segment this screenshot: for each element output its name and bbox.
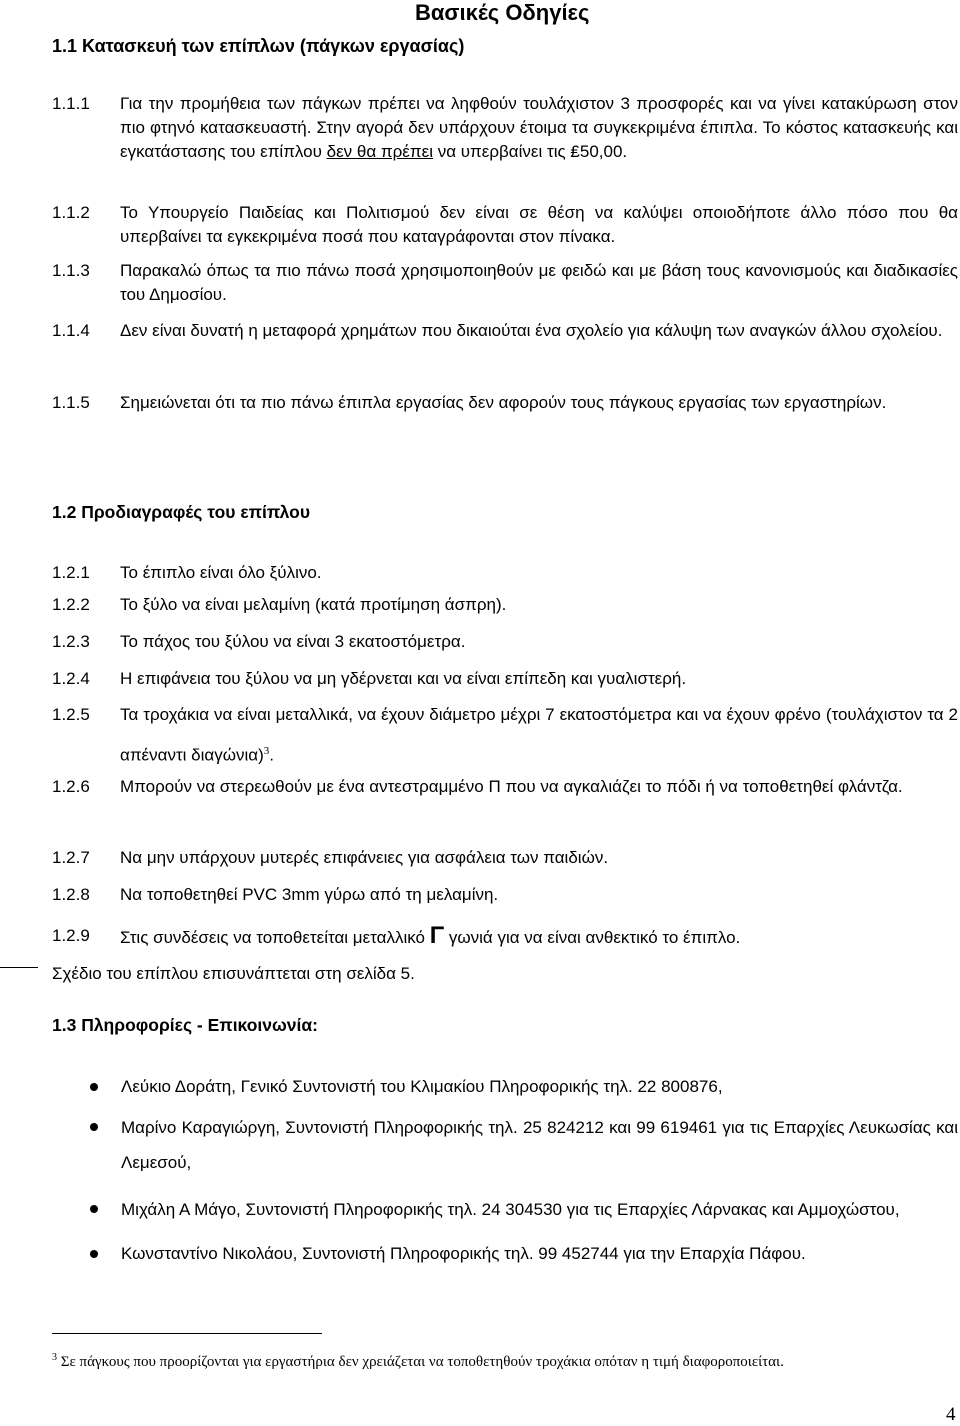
drawing-note: Σχέδιο του επίπλου επισυνάπτεται στη σελίδα 5. [52,964,415,983]
item-text: Στις συνδέσεις να τοποθετείται μεταλλικό Γ γωνιά για να είναι ανθεκτικό το έπιπλο. [120,922,741,949]
footnote-mark: 3 [52,1352,57,1363]
item-number: 1.1.2 [52,203,90,222]
section-1-3-title: 1.3 Πληροφορίες - Επικοινωνία: [52,1015,318,1035]
list-item-1-2-3 [52,630,958,654]
item-number: 1.2.7 [52,848,90,867]
horizontal-rule [0,967,38,968]
item-number: 1.1.5 [52,393,90,412]
item-text: Τα τροχάκια να είναι μεταλλικά, να έχουν διάμετρο μέχρι 7 εκατοστόμετρα και να έχουν φρένο (τουλάχιστον τα 2 απέναντι διαγώνια)$^3$. [120,705,958,765]
list-item-1-1-4 [52,313,958,349]
item-text: Για την προμήθεια των πάγκων πρέπει να ληφθούν τουλάχιστον 3 προσφορές και να γίνει κατακύρωση στον πιο φτηνό κατασκευαστή. Στην αγορά δεν υπάρχουν έτοιμα τα συγκεκριμένα έπιπλα. Το κόστος κατασκευής και εγκατάστασης του επίπλου δεν θα πρέπει να υπερβαίνει τις ₤50,00. [120,94,958,161]
list-item-1-2-1 [52,561,958,585]
bullet-icon [90,1123,98,1131]
list-item-1-2-6 [52,769,958,805]
list-item-1-2-8 [52,883,958,907]
footnote: $^3$ Σε πάγκους που προορίζονται για εργαστήρια δεν χρειάζεται να τοποθετηθούν τροχάκια οπόταν η τιμή διαφοροποιείται. [52,1352,784,1370]
item-text: Να μην υπάρχουν μυτερές επιφάνειες για ασφάλεια των παιδιών. [120,848,609,867]
item-number: 1.2.4 [52,669,90,688]
list-item-1-2-7 [52,846,958,870]
contacts-list [90,1072,958,1269]
document-title: Βασικές Οδηγίες [415,0,590,25]
item-text: Να τοποθετηθεί PVC 3mm γύρω από τη μελαμίνη. [120,885,499,904]
bullet-icon [90,1250,98,1258]
item-text: Παρακαλώ όπως τα πιο πάνω ποσά χρησιμοποιηθούν με φειδώ και με βάση τους κανονισμούς και διαδικασίες του Δημοσίου. [120,261,958,304]
contact-item: Μιχάλη Α Μάγο, Συντονιστή Πληροφορικής τηλ. 24 304530 για τις Επαρχίες Λάρνακας και Αμμοχώστου, [90,1192,958,1227]
list-item-1-1-3 [52,259,958,307]
item-number: 1.2.5 [52,705,90,724]
item-text: Μπορούν να στερεωθούν με ένα αντεστραμμένο Π που να αγκαλιάζει το πόδι ή να τοποθετηθεί φλάντζα. [120,777,903,796]
page-number: 4 [946,1404,956,1425]
contact-item: Μαρίνο Καραγιώργη, Συντονιστή Πληροφορικής τηλ. 25 824212 και 99 619461 για τις Επαρχίες Λευκωσίας και Λεμεσού, [90,1110,958,1180]
item-text: Το Υπουργείο Παιδείας και Πολιτισμού δεν είναι σε θέση να καλύψει οποιοδήποτε άλλο πόσο που θα υπερβαίνει τα εγκεκριμένα ποσά που καταγράφονται στον πίνακα. [120,203,958,246]
list-item-1-1-5 [52,385,958,421]
section-1-2-title: 1.2 Προδιαγραφές του επίπλου [52,502,311,522]
section-1-1-title: 1.1 Κατασκευή των επίπλων (πάγκων εργασίας) [52,36,465,56]
item-number: 1.1.4 [52,321,90,340]
item-text: Το έπιπλο είναι όλο ξύλινο. [120,563,322,582]
item-number: 1.1.3 [52,261,90,280]
list-item-1-1-2 [52,201,958,249]
underlined-phrase: δεν θα πρέπει [326,142,433,161]
item-number: 1.2.6 [52,777,90,796]
item-text: Δεν είναι δυνατή η μεταφορά χρημάτων που δικαιούται ένα σχολείο για κάλυψη των αναγκών άλλου σχολείου. [120,321,943,340]
item-text: Το ξύλο να είναι μελαμίνη (κατά προτίμηση άσπρη). [120,595,507,614]
contact-item: Λεύκιο Δοράτη, Γενικό Συντονιστή του Κλιμακίου Πληροφορικής τηλ. 22 800876, [90,1072,958,1102]
list-item-1-2-9 [52,924,958,950]
item-text: Η επιφάνεια του ξύλου να μη γδέρνεται και να είναι επίπεδη και γυαλιστερή. [120,669,687,688]
item-number: 1.1.1 [52,94,90,113]
list-item-1-1-1 [52,92,958,164]
item-number: 1.2.9 [52,926,90,945]
item-number: 1.2.2 [52,595,90,614]
list-item-1-2-4 [52,667,958,691]
item-number: 1.2.3 [52,632,90,651]
item-text: Σημειώνεται ότι τα πιο πάνω έπιπλα εργασίας δεν αφορούν τους πάγκους εργασίας των εργαστηρίων. [120,393,887,412]
footnote-separator [52,1333,322,1334]
contact-item: Κωνσταντίνο Νικολάου, Συντονιστή Πληροφορικής τηλ. 99 452744 για την Επαρχία Πάφου. [90,1239,958,1269]
bullet-icon [90,1083,98,1091]
bullet-icon [90,1205,98,1213]
item-number: 1.2.1 [52,563,90,582]
list-item-1-2-5 [52,697,958,774]
item-text: Το πάχος του ξύλου να είναι 3 εκατοστόμετρα. [120,632,466,651]
gamma-symbol: Γ [429,922,445,949]
list-item-1-2-2 [52,593,958,617]
footnote-reference: 3 [263,745,270,757]
item-number: 1.2.8 [52,885,90,904]
